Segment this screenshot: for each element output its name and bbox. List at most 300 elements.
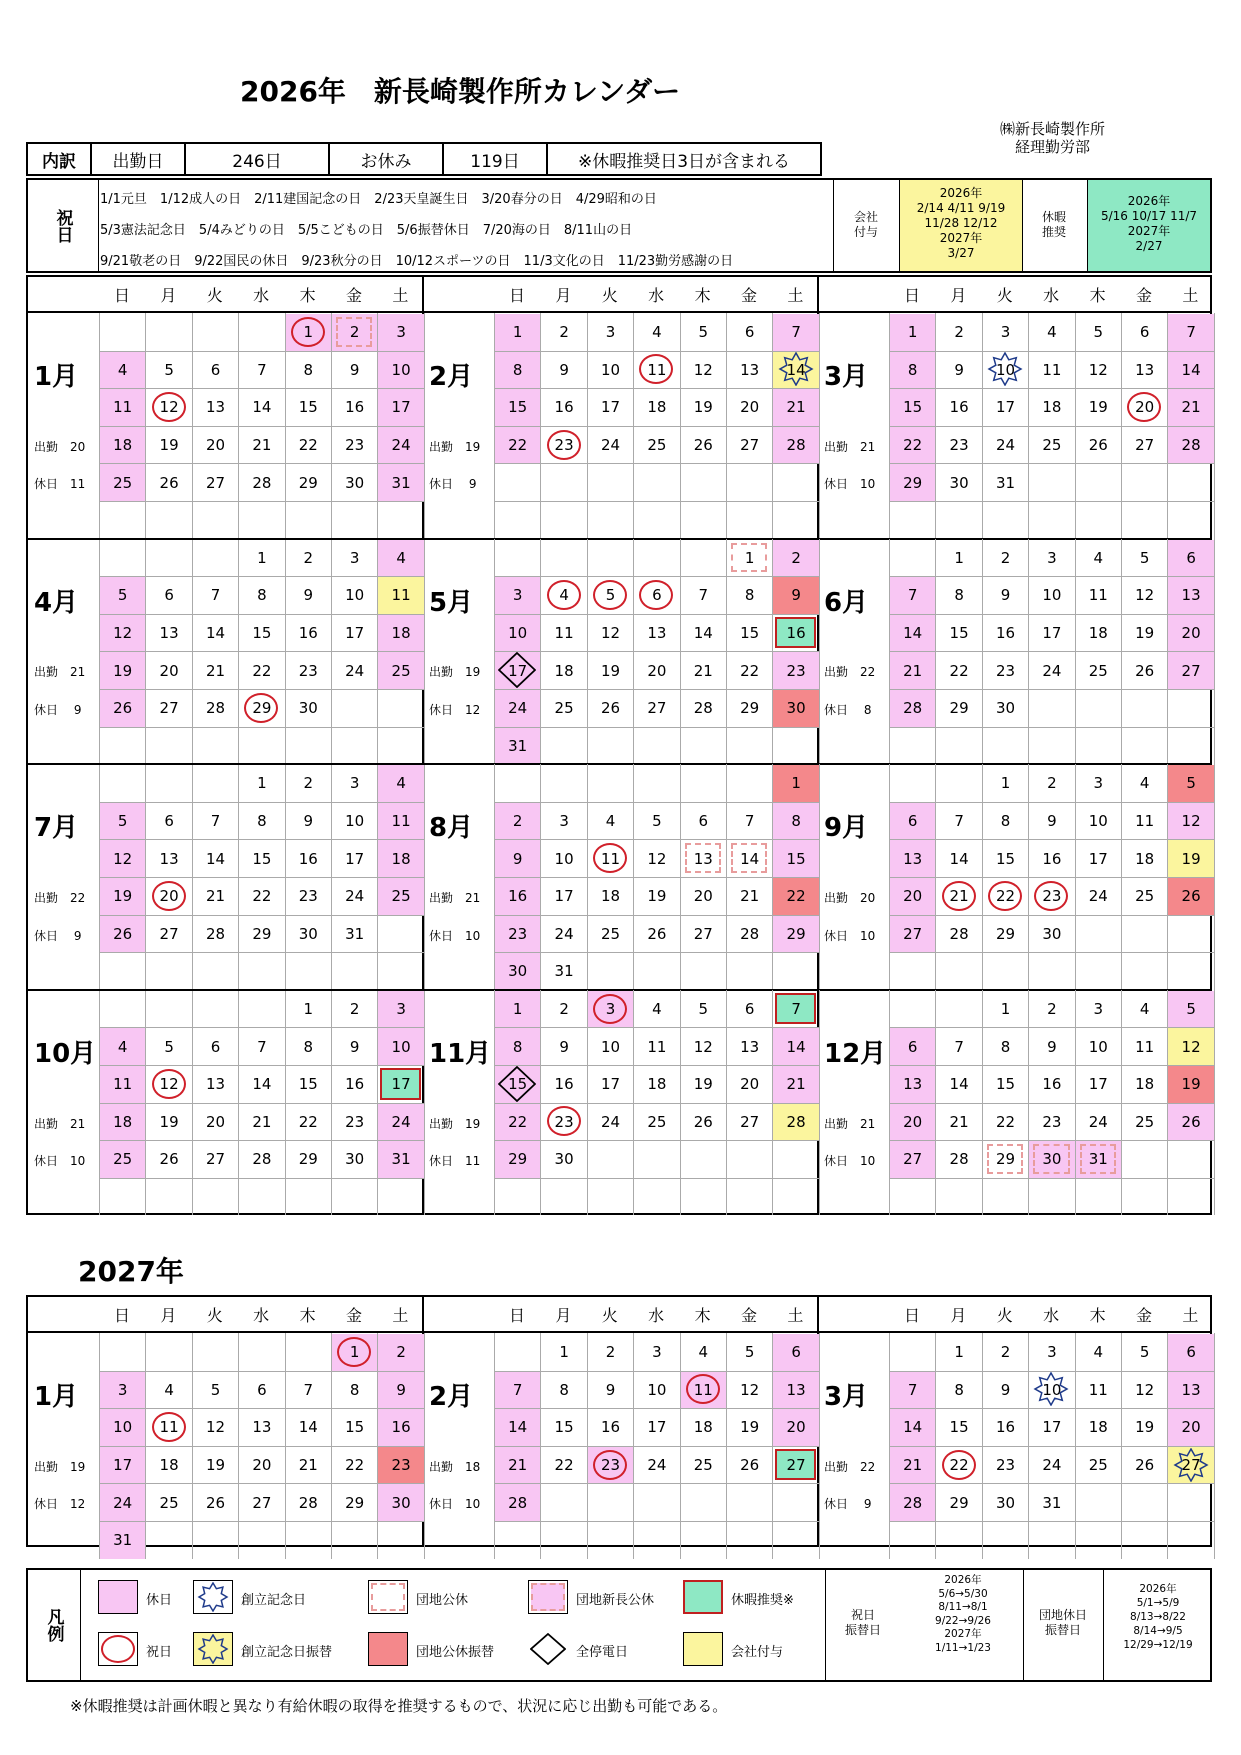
day-cell: 23 xyxy=(949,436,969,455)
day-cell: 26 xyxy=(159,473,179,492)
day-cell: 3 xyxy=(605,323,616,342)
day-cell: 17 xyxy=(1042,1418,1062,1437)
day-cell: 2 xyxy=(303,548,314,567)
legend-header: 凡例 xyxy=(28,1570,81,1680)
weekday-header: 水 xyxy=(648,285,665,305)
day-cell: 16 xyxy=(1042,1075,1062,1094)
day-cell: 28 xyxy=(252,1150,272,1169)
danchi-furikae-dates: 2026年 5/1→5/9 8/13→8/22 8/14→9/5 12/29→12/19 xyxy=(1123,1583,1193,1651)
day-cell: 23 xyxy=(1042,887,1062,906)
day-cell: 5 xyxy=(164,1037,174,1056)
day-cell: 16 xyxy=(298,624,318,643)
day-cell: 26 xyxy=(647,924,667,943)
day-cell: 15 xyxy=(949,1418,969,1437)
weekday-header: 木 xyxy=(299,1305,316,1325)
day-cell: 9 xyxy=(303,586,314,605)
day-cell: 5 xyxy=(1139,548,1150,567)
day-cell: 24 xyxy=(1088,1112,1108,1131)
day-cell: 28 xyxy=(890,690,935,727)
day-cell: 31 xyxy=(495,728,540,765)
day-cell: 16 xyxy=(600,1418,621,1437)
summary-off-days: 119日 xyxy=(443,143,547,175)
day-cell: 9 xyxy=(1000,586,1011,605)
day-cell: 25 xyxy=(600,924,621,943)
day-cell: 24 xyxy=(647,1456,667,1475)
work-days-count: 出勤 20 xyxy=(34,439,86,454)
day-cell: 5 xyxy=(605,586,616,605)
day-cell: 26 xyxy=(740,1456,760,1475)
day-cell: 3 xyxy=(588,991,633,1028)
day-cell: 3 xyxy=(1093,774,1104,793)
day-cell: 17 xyxy=(1088,849,1108,868)
day-cell: 10 xyxy=(378,352,423,389)
day-cell: 8 xyxy=(954,1380,964,1399)
holiday-line-1: 1/1元旦 1/12成人の日 2/11建国記念の日 2/23天皇誕生日 3/20春分の日 4/29昭和の日 xyxy=(100,192,657,207)
day-cell: 10 xyxy=(554,849,574,868)
day-cell: 26 xyxy=(693,436,713,455)
day-cell: 24 xyxy=(378,1104,423,1141)
day-cell: 19 xyxy=(1135,1418,1155,1437)
day-cell: 10 xyxy=(1042,1380,1062,1399)
day-cell: 4 xyxy=(605,812,616,831)
month-label: 10月 xyxy=(34,1039,97,1070)
day-cell: 13 xyxy=(159,849,179,868)
day-cell: 6 xyxy=(1168,540,1213,577)
day-cell: 2 xyxy=(332,314,377,351)
holiday-line-2: 5/3憲法記念日 5/4みどりの日 5/5こどもの日 5/6振替休日 7/20海の日 8/11山の日 xyxy=(100,223,633,238)
work-days-count: 出勤 22 xyxy=(34,890,86,905)
summary-uchiwake: 内訳 xyxy=(27,143,91,175)
day-cell: 17 xyxy=(345,849,365,868)
day-cell: 4 xyxy=(378,540,423,577)
day-cell: 23 xyxy=(298,887,318,906)
day-cell: 1 xyxy=(1000,774,1011,793)
day-cell: 9 xyxy=(1047,1037,1057,1056)
day-cell: 15 xyxy=(890,389,935,426)
legend-label: 全停電日 xyxy=(576,1645,629,1660)
day-cell: 29 xyxy=(298,1150,318,1169)
day-cell: 24 xyxy=(995,436,1016,455)
day-cell: 2 xyxy=(605,1343,616,1362)
grid-line xyxy=(494,501,819,502)
day-cell: 26 xyxy=(159,1150,179,1169)
blackout-diamond-icon xyxy=(498,652,536,688)
month-block xyxy=(423,313,818,539)
company-line1: ㈱新長崎製作所 xyxy=(1000,120,1106,138)
day-cell: 9 xyxy=(349,1037,360,1056)
day-cell: 28 xyxy=(1168,427,1213,464)
day-cell: 14 xyxy=(298,1418,318,1437)
day-cell: 18 xyxy=(693,1418,713,1437)
grid-line xyxy=(99,1178,424,1179)
month-block xyxy=(423,539,818,765)
day-cell: 1 xyxy=(744,548,755,567)
day-cell: 31 xyxy=(995,473,1016,492)
year-2027-title: 2027年 xyxy=(78,1255,184,1288)
work-days-count: 出勤 19 xyxy=(429,439,481,454)
day-cell: 25 xyxy=(1135,887,1155,906)
grid-line xyxy=(889,727,1214,728)
day-cell: 27 xyxy=(740,1112,760,1131)
day-cell: 1 xyxy=(1000,1000,1011,1019)
day-cell: 2 xyxy=(954,323,964,342)
day-cell: 7 xyxy=(698,586,709,605)
day-cell: 25 xyxy=(1088,1456,1108,1475)
day-cell: 20 xyxy=(890,1104,935,1141)
day-cell: 17 xyxy=(995,398,1016,417)
day-cell: 15 xyxy=(995,1075,1016,1094)
day-cell: 21 xyxy=(740,887,760,906)
day-cell: 27 xyxy=(159,699,179,718)
month-label: 11月 xyxy=(429,1039,492,1070)
day-cell: 3 xyxy=(378,991,423,1028)
day-cell: 14 xyxy=(1168,352,1213,389)
day-cell: 6 xyxy=(210,1037,221,1056)
day-cell: 20 xyxy=(1168,615,1213,652)
day-cell: 20 xyxy=(205,436,226,455)
day-cell: 2 xyxy=(378,1334,423,1371)
day-cell: 30 xyxy=(1029,1141,1074,1178)
day-cell: 23 xyxy=(298,661,318,680)
day-cell: 17 xyxy=(1088,1075,1108,1094)
day-cell: 14 xyxy=(205,624,226,643)
day-cell: 1 xyxy=(495,314,540,351)
day-cell: 30 xyxy=(949,473,969,492)
work-days-count: 出勤 21 xyxy=(824,1116,876,1131)
weekday-header: 木 xyxy=(299,285,316,305)
month-block xyxy=(28,764,423,990)
day-cell: 26 xyxy=(600,699,621,718)
off-days-count: 休日 11 xyxy=(34,477,86,492)
day-cell: 1 xyxy=(773,765,818,802)
day-cell: 24 xyxy=(345,887,365,906)
grid-line xyxy=(1214,990,1215,1216)
grid-line xyxy=(1214,539,1215,765)
day-cell: 20 xyxy=(205,1112,226,1131)
day-cell: 1 xyxy=(257,774,267,793)
day-cell: 22 xyxy=(740,661,760,680)
day-cell: 21 xyxy=(890,652,935,689)
work-days-count: 出勤 19 xyxy=(429,1116,481,1131)
day-cell: 19 xyxy=(1168,840,1213,877)
day-cell: 19 xyxy=(159,1112,179,1131)
day-cell: 28 xyxy=(949,1150,969,1169)
weekday-header: 火 xyxy=(206,1305,223,1325)
day-cell: 15 xyxy=(995,849,1016,868)
off-days-count: 休日 12 xyxy=(34,1497,86,1512)
day-cell: 26 xyxy=(1135,661,1155,680)
month-block xyxy=(423,764,818,990)
day-cell: 19 xyxy=(693,398,713,417)
day-cell: 28 xyxy=(298,1493,318,1512)
day-cell: 20 xyxy=(773,1409,818,1446)
month-label: 1月 xyxy=(34,362,79,393)
grid-line xyxy=(99,952,424,953)
day-cell: 28 xyxy=(693,699,713,718)
calendar-2026 xyxy=(26,275,1212,1215)
day-cell: 6 xyxy=(890,1028,935,1065)
day-cell: 8 xyxy=(495,1028,540,1065)
day-cell: 3 xyxy=(559,812,569,831)
weekday-header: 火 xyxy=(996,1305,1013,1325)
day-cell: 2 xyxy=(773,540,818,577)
month-label: 8月 xyxy=(429,813,474,844)
weekday-header: 金 xyxy=(740,285,757,305)
day-cell: 19 xyxy=(205,1456,226,1475)
weekday-header: 火 xyxy=(996,285,1013,305)
day-cell: 22 xyxy=(495,427,540,464)
day-cell: 11 xyxy=(1135,1037,1155,1056)
legend-divider xyxy=(1023,1570,1024,1680)
day-cell: 10 xyxy=(600,1037,621,1056)
anniversary-star-icon xyxy=(987,352,1023,386)
day-cell: 27 xyxy=(159,924,179,943)
holiday-line-3: 9/21敬老の日 9/22国民の休日 9/23秋分の日 10/12スポーツの日 11/3文化の日 11/23勤労感謝の日 xyxy=(100,254,734,269)
day-cell: 3 xyxy=(1047,548,1057,567)
day-cell: 13 xyxy=(693,849,713,868)
legend-label: 団地公休 xyxy=(416,1593,469,1608)
anniversary-star-icon xyxy=(778,352,814,386)
day-cell: 8 xyxy=(257,812,267,831)
legend-label: 創立記念日 xyxy=(241,1593,307,1608)
grid-line xyxy=(889,501,1214,502)
day-cell: 26 xyxy=(1088,436,1108,455)
day-cell: 13 xyxy=(1135,360,1155,379)
day-cell: 17 xyxy=(600,1075,621,1094)
day-cell: 29 xyxy=(995,924,1016,943)
holiday-header: 祝日 xyxy=(28,180,99,271)
day-cell: 19 xyxy=(1168,1066,1213,1103)
danchi-dash-icon xyxy=(531,1583,565,1611)
month-block xyxy=(28,313,423,539)
day-cell: 22 xyxy=(949,661,969,680)
legend-label: 休暇推奨※ xyxy=(731,1593,794,1608)
day-cell: 9 xyxy=(954,360,964,379)
weekday-header: 日 xyxy=(113,1305,130,1325)
day-cell: 16 xyxy=(949,398,969,417)
day-cell: 6 xyxy=(210,360,221,379)
holiday-box xyxy=(26,178,1212,273)
day-cell: 24 xyxy=(345,661,365,680)
day-cell: 10 xyxy=(1088,1037,1108,1056)
day-cell: 29 xyxy=(995,1150,1016,1169)
day-cell: 27 xyxy=(693,924,713,943)
day-cell: 14 xyxy=(252,1075,272,1094)
day-cell: 12 xyxy=(1168,1028,1213,1065)
day-cell: 13 xyxy=(740,1037,760,1056)
day-cell: 7 xyxy=(890,1372,935,1409)
day-cell: 24 xyxy=(495,690,540,727)
day-cell: 19 xyxy=(100,878,145,915)
day-cell: 4 xyxy=(100,352,145,389)
day-cell: 21 xyxy=(773,389,818,426)
weekday-header: 金 xyxy=(740,1305,757,1325)
day-cell: 15 xyxy=(949,624,969,643)
day-cell: 13 xyxy=(1168,1372,1213,1409)
day-cell: 18 xyxy=(100,427,145,464)
day-cell: 14 xyxy=(495,1409,540,1446)
day-cell: 28 xyxy=(205,924,226,943)
day-cell: 19 xyxy=(740,1418,760,1437)
summary-work-days: 246日 xyxy=(185,143,329,175)
day-cell: 16 xyxy=(1042,849,1062,868)
legend-label: 団地新長公休 xyxy=(576,1593,655,1608)
day-cell: 30 xyxy=(995,699,1016,718)
day-cell: 24 xyxy=(1042,1456,1062,1475)
legend-swatch xyxy=(528,1632,568,1666)
month-label: 3月 xyxy=(824,362,869,393)
day-cell: 28 xyxy=(773,1104,818,1141)
grid-line xyxy=(99,501,424,502)
day-cell: 6 xyxy=(164,812,174,831)
day-cell: 4 xyxy=(100,1028,145,1065)
day-cell: 23 xyxy=(995,1456,1016,1475)
day-cell: 6 xyxy=(164,586,174,605)
day-cell: 23 xyxy=(378,1447,423,1484)
day-cell: 12 xyxy=(647,849,667,868)
day-cell: 7 xyxy=(954,1037,964,1056)
day-cell: 13 xyxy=(740,360,760,379)
day-cell: 15 xyxy=(252,624,272,643)
weekday-header: 月 xyxy=(555,285,572,305)
day-cell: 4 xyxy=(1093,548,1104,567)
legend-divider xyxy=(825,1570,826,1680)
day-cell: 23 xyxy=(1042,1112,1062,1131)
legend-label: 休日 xyxy=(146,1593,173,1608)
day-cell: 12 xyxy=(1088,360,1108,379)
day-cell: 13 xyxy=(890,840,935,877)
day-cell: 17 xyxy=(378,389,423,426)
day-cell: 4 xyxy=(698,1343,709,1362)
day-cell: 29 xyxy=(949,699,969,718)
day-cell: 20 xyxy=(252,1456,272,1475)
legend-swatch xyxy=(368,1580,408,1614)
month-label: 1月 xyxy=(34,1382,79,1413)
day-cell: 22 xyxy=(773,878,818,915)
page-title: 2026年 新長崎製作所カレンダー xyxy=(240,75,681,108)
day-cell: 3 xyxy=(652,1343,662,1362)
weekday-header: 水 xyxy=(1043,1305,1060,1325)
day-cell: 2 xyxy=(303,774,314,793)
grid-line xyxy=(99,727,424,728)
day-cell: 8 xyxy=(744,586,755,605)
day-cell: 11 xyxy=(554,624,574,643)
off-days-count: 休日 8 xyxy=(824,702,872,717)
day-cell: 24 xyxy=(100,1484,145,1521)
day-cell: 19 xyxy=(693,1075,713,1094)
summary-off-label: お休み xyxy=(329,143,443,175)
month-label: 5月 xyxy=(429,587,474,618)
day-cell: 9 xyxy=(1000,1380,1011,1399)
day-cell: 3 xyxy=(495,577,540,614)
day-cell: 30 xyxy=(378,1484,423,1521)
day-cell: 11 xyxy=(1042,360,1062,379)
work-days-count: 出勤 19 xyxy=(429,665,481,680)
month-label: 4月 xyxy=(34,587,79,618)
day-cell: 23 xyxy=(588,1447,633,1484)
day-cell: 17 xyxy=(647,1418,667,1437)
day-cell: 24 xyxy=(600,436,621,455)
off-days-count: 休日 9 xyxy=(34,928,82,943)
day-cell: 5 xyxy=(744,1343,755,1362)
day-cell: 15 xyxy=(495,389,540,426)
off-days-count: 休日 12 xyxy=(429,702,481,717)
day-cell: 20 xyxy=(159,887,179,906)
day-cell: 31 xyxy=(378,464,423,501)
day-cell: 22 xyxy=(298,1112,318,1131)
day-cell: 21 xyxy=(205,661,226,680)
day-cell: 11 xyxy=(681,1372,726,1409)
off-days-count: 休日 9 xyxy=(824,1497,872,1512)
day-cell: 17 xyxy=(100,1447,145,1484)
anniversary-star-icon xyxy=(1173,1448,1209,1482)
day-cell: 26 xyxy=(1168,878,1213,915)
day-cell: 31 xyxy=(378,1141,423,1178)
day-cell: 15 xyxy=(345,1418,365,1437)
day-cell: 4 xyxy=(1139,1000,1150,1019)
day-cell: 28 xyxy=(252,473,272,492)
day-cell: 23 xyxy=(345,1112,365,1131)
day-cell: 24 xyxy=(378,427,423,464)
day-cell: 21 xyxy=(252,1112,272,1131)
weekday-header: 月 xyxy=(950,285,967,305)
month-block xyxy=(818,764,1213,990)
grid-line xyxy=(494,1521,819,1522)
weekday-header: 日 xyxy=(903,1305,920,1325)
month-block xyxy=(28,539,423,765)
day-cell: 6 xyxy=(1139,323,1150,342)
day-cell: 17 xyxy=(1042,624,1062,643)
month-block xyxy=(423,1333,818,1559)
day-cell: 17 xyxy=(345,624,365,643)
day-cell: 28 xyxy=(949,924,969,943)
work-days-count: 出勤 21 xyxy=(34,665,86,680)
day-cell: 14 xyxy=(252,398,272,417)
day-cell: 7 xyxy=(257,1037,267,1056)
day-cell: 7 xyxy=(210,812,221,831)
day-cell: 18 xyxy=(100,1104,145,1141)
day-cell: 18 xyxy=(647,398,667,417)
day-cell: 12 xyxy=(205,1418,226,1437)
day-cell: 6 xyxy=(744,1000,755,1019)
day-cell: 22 xyxy=(345,1456,365,1475)
weekday-header: 水 xyxy=(1043,285,1060,305)
month-block xyxy=(818,313,1213,539)
grid-line xyxy=(494,727,819,728)
day-cell: 11 xyxy=(600,849,621,868)
day-cell: 24 xyxy=(600,1112,621,1131)
day-cell: 15 xyxy=(773,840,818,877)
day-cell: 21 xyxy=(890,1447,935,1484)
day-cell: 5 xyxy=(1139,1343,1150,1362)
day-cell: 22 xyxy=(495,1104,540,1141)
day-cell: 29 xyxy=(773,916,818,953)
day-cell: 3 xyxy=(378,314,423,351)
weekday-header: 金 xyxy=(1135,285,1152,305)
day-cell: 8 xyxy=(1000,812,1011,831)
day-cell: 16 xyxy=(554,398,574,417)
day-cell: 4 xyxy=(164,1380,174,1399)
day-cell: 8 xyxy=(349,1380,360,1399)
day-cell: 30 xyxy=(495,953,540,990)
weekday-header: 日 xyxy=(508,285,525,305)
day-cell: 9 xyxy=(773,577,818,614)
day-cell: 23 xyxy=(345,436,365,455)
month-block xyxy=(28,990,423,1216)
day-cell: 27 xyxy=(740,436,760,455)
weekday-header: 木 xyxy=(1089,1305,1106,1325)
calendar-2027 xyxy=(26,1295,1212,1550)
